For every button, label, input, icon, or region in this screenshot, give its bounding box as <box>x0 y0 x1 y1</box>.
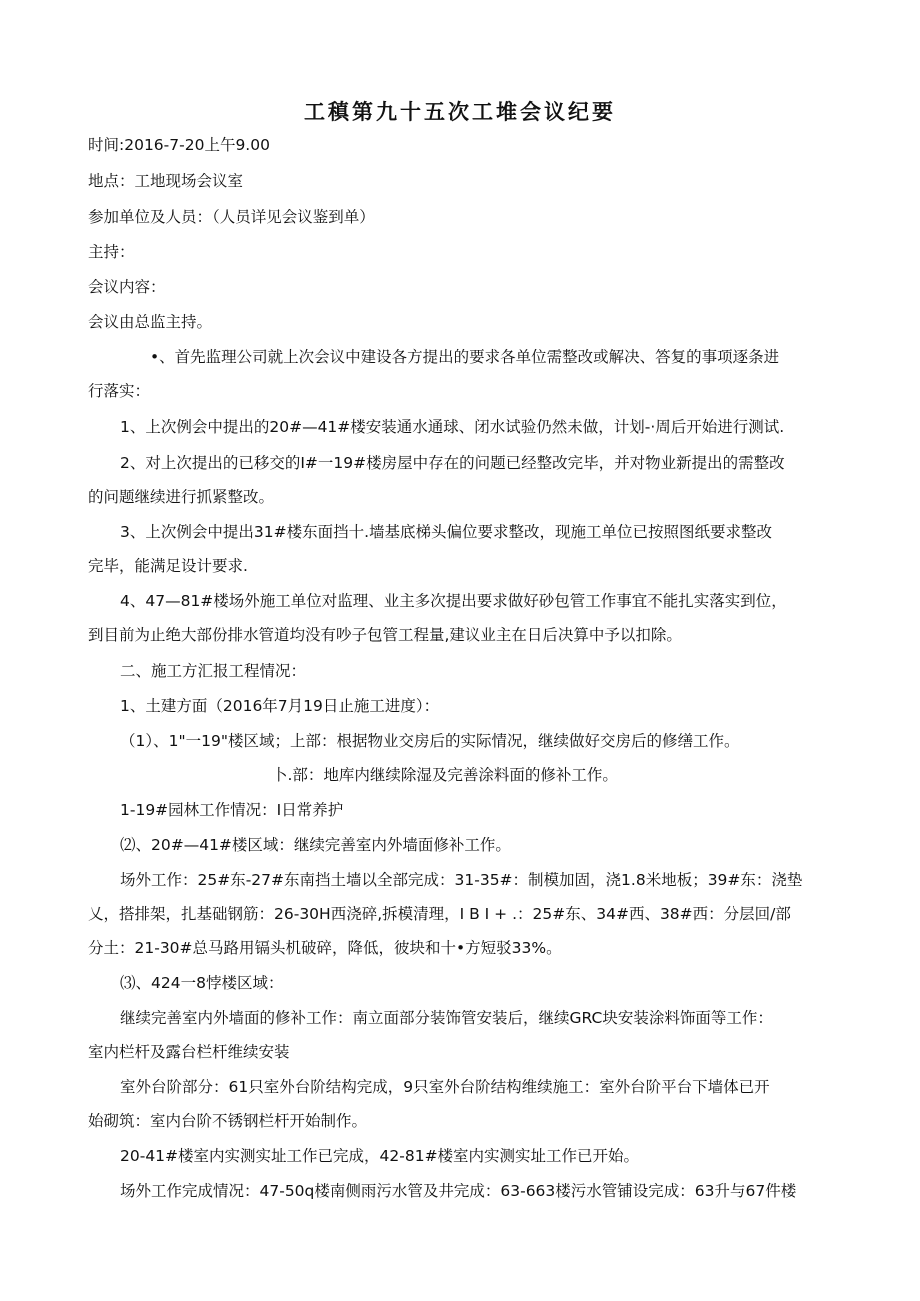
section1-intro-cont: 行落实： <box>88 382 151 400</box>
section1-item-4-cont: 到目前为止绝大部份排水管道均没有吵子包管工程量,建议业主在日后决算中予以扣除。 <box>88 626 682 644</box>
section1-item-2-cont: 的问题继续进行抓紧整改。 <box>88 488 275 506</box>
section1-item-3: 3、上次例会中提出31#楼东面挡十.墙基底梯头偏位要求整改，现施工单位已按照图纸要求整改 <box>120 523 773 541</box>
meeting-chaired: 会议由总监主持。 <box>88 313 213 331</box>
section2-steps-a: 室外台阶部分：61只室外台阶结构完成，9只室外台阶结构维续施工：室外台阶平台下墙体已开 <box>120 1078 770 1096</box>
meeting-attendees: 参加单位及人员：（人员详见会议鉴到单） <box>88 208 375 226</box>
section2-measure: 20-41#楼室内实测实址工作已完成，42-81#楼室内实测实址工作已开始。 <box>120 1147 640 1165</box>
section2-garden: 1-19#园林工作情况：I日常养护 <box>120 801 344 819</box>
section2-outside-b: 乂，搭排架，扎基础钢筋：26-30H西浇碎,拆模清理，I B I + .：25#东、34#西、38#西：分层回/部 <box>88 905 791 923</box>
meeting-place: 地点：工地现场会议室 <box>88 172 244 190</box>
document-title: 工稹第九十五次工堆会议纪要 <box>304 99 616 124</box>
section1-item-1: 1、上次例会中提出的20#—41#楼安装通水通球、闭水试验仍然未做，计划-·周后开始进行测试. <box>120 418 785 436</box>
section2-area-3-a: 继续完善室内外墙面的修补工作：南立面部分装饰管安装后，继续GRC块安装涂料饰面等工作： <box>120 1009 773 1027</box>
section2-area-3: ⑶、424一8悖楼区域： <box>120 974 284 992</box>
meeting-host: 主持： <box>88 243 135 261</box>
section2-outside-a: 场外工作：25#东-27#东南挡土墙以全部完成：31-35#：制模加固，浇1.8米地板；39#东：浇垫 <box>120 871 803 889</box>
section2-sub-1: 1、土建方面（2016年7月19日止施工进度）： <box>120 697 440 715</box>
section2-steps-b: 始砌筑：室内台阶不锈钢栏杆开始制作。 <box>88 1112 368 1130</box>
section2-outside-c: 分土：21-30#总马路用镉头机破碎，降低，彼块和十•方短驳33%。 <box>88 939 562 957</box>
section2-heading: 二、施工方汇报工程情况： <box>120 662 307 680</box>
section1-item-4: 4、47—81#楼场外施工单位对监理、业主多次提出要求做好砂包管工作事宜不能扎实落实到位， <box>120 592 787 610</box>
section2-area-2: ⑵、20#—41#楼区域：继续完善室内外墙面修补工作。 <box>120 836 511 854</box>
section1-item-2: 2、对上次提出的已移交的I#一19#楼房屋中存在的问题已经整改完毕，并对物业新提出的需整改 <box>120 454 785 472</box>
section2-area-3-b: 室内栏杆及露台栏杆维续安装 <box>88 1043 290 1061</box>
meeting-time: 时间:2016-7-20上午9.00 <box>88 136 270 154</box>
section2-outside-done: 场外工作完成情况：47-50q楼南侧雨污水管及井完成：63-663楼污水管铺设完成：63升与67件楼 <box>120 1182 797 1200</box>
section1-intro: •、首先监理公司就上次会议中建设各方提出的要求各单位需整改或解决、答复的事项逐条进 <box>150 348 780 366</box>
section2-area-1-lower: 卜.部：地库内继续除湿及完善涂料面的修补工作。 <box>272 766 618 784</box>
section1-item-3-cont: 完毕，能满足设计要求. <box>88 557 248 575</box>
section2-area-1: （1）、1"一19"楼区域；上部：根据物业交房后的实际情况，继续做好交房后的修缮工作。 <box>120 732 740 750</box>
meeting-content-label: 会议内容： <box>88 278 166 296</box>
